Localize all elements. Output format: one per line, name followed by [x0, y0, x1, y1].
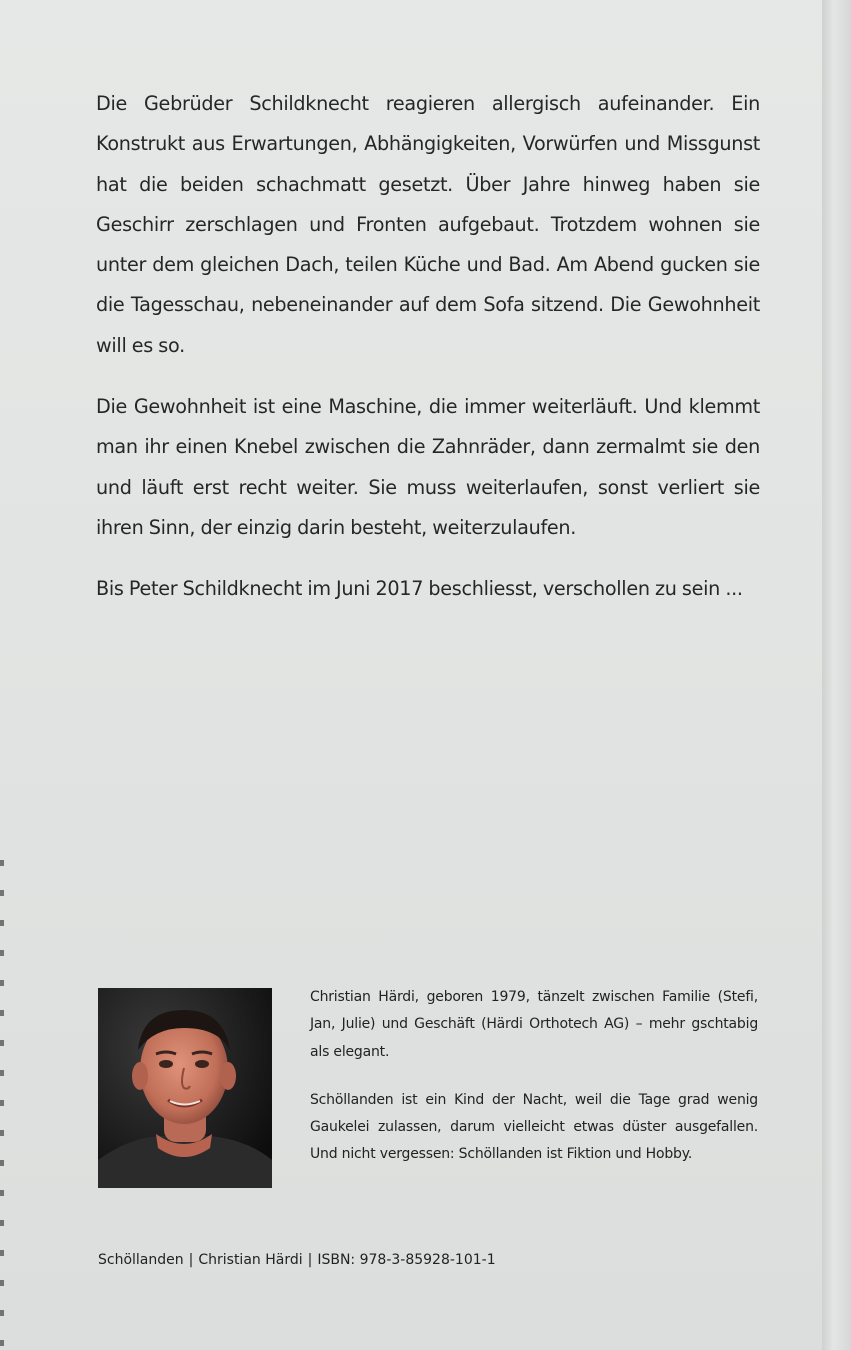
author-section	[98, 988, 762, 1188]
isbn: ISBN: 978-3-85928-101-1	[317, 1252, 496, 1268]
author-bio-paragraph-1: Christian Härdi, geboren 1979, tänzelt zwischen Familie (Stefi, Jan, Julie) und Geschäft (Härdi Orthotech AG) – mehr gschtabig als elegant.	[310, 989, 758, 1060]
author-bio	[310, 984, 758, 1190]
blurb-paragraph-2: Die Gewohnheit ist eine Maschine, die immer weiterläuft. Und klemmt man ihr einen Knebel zwischen die Zahnräder, dann zermalmt sie den und läuft erst recht weiter. Sie muss weiterlaufen, sonst verliert sie ihren Sinn, der einzig darin besteht, weiterzulaufen.	[96, 395, 760, 539]
author-portrait-illustration	[98, 988, 272, 1188]
blurb-paragraph-1: Die Gebrüder Schildknecht reagieren allergisch aufeinander. Ein Konstrukt aus Erwartungen, Abhängigkeiten, Vorwürfen und Missgunst hat die beiden schachmatt gesetzt. Über Jahre hinweg haben sie Geschirr zerschlagen und Fronten aufgebaut. Trotzdem wohnen sie unter dem gleichen Dach, teilen Küche und Bad. Am Abend gucken sie die Tagesschau, nebeneinander auf dem Sofa sitzend. Die Gewohnheit will es so.	[96, 92, 760, 357]
blurb-paragraph-3: Bis Peter Schildknecht im Juni 2017 beschliesst, verschollen zu sein ...	[96, 577, 743, 601]
blurb-text	[96, 84, 760, 631]
author-name: Christian Härdi	[198, 1252, 303, 1268]
author-bio-paragraph-2: Schöllanden ist ein Kind der Nacht, weil die Tage grad wenig Gaukelei zulassen, darum vielleicht etwas düster ausgefallen. Und nicht vergessen: Schöllanden ist Fiktion und Hobby.	[310, 1091, 758, 1163]
separator: |	[307, 1252, 313, 1268]
author-photo	[98, 988, 272, 1188]
separator: |	[188, 1252, 194, 1268]
cover-edge-marks	[0, 860, 4, 1350]
imprint-line	[98, 1249, 496, 1271]
book-title: Schöllanden	[98, 1252, 184, 1268]
page-edge	[822, 0, 851, 1350]
